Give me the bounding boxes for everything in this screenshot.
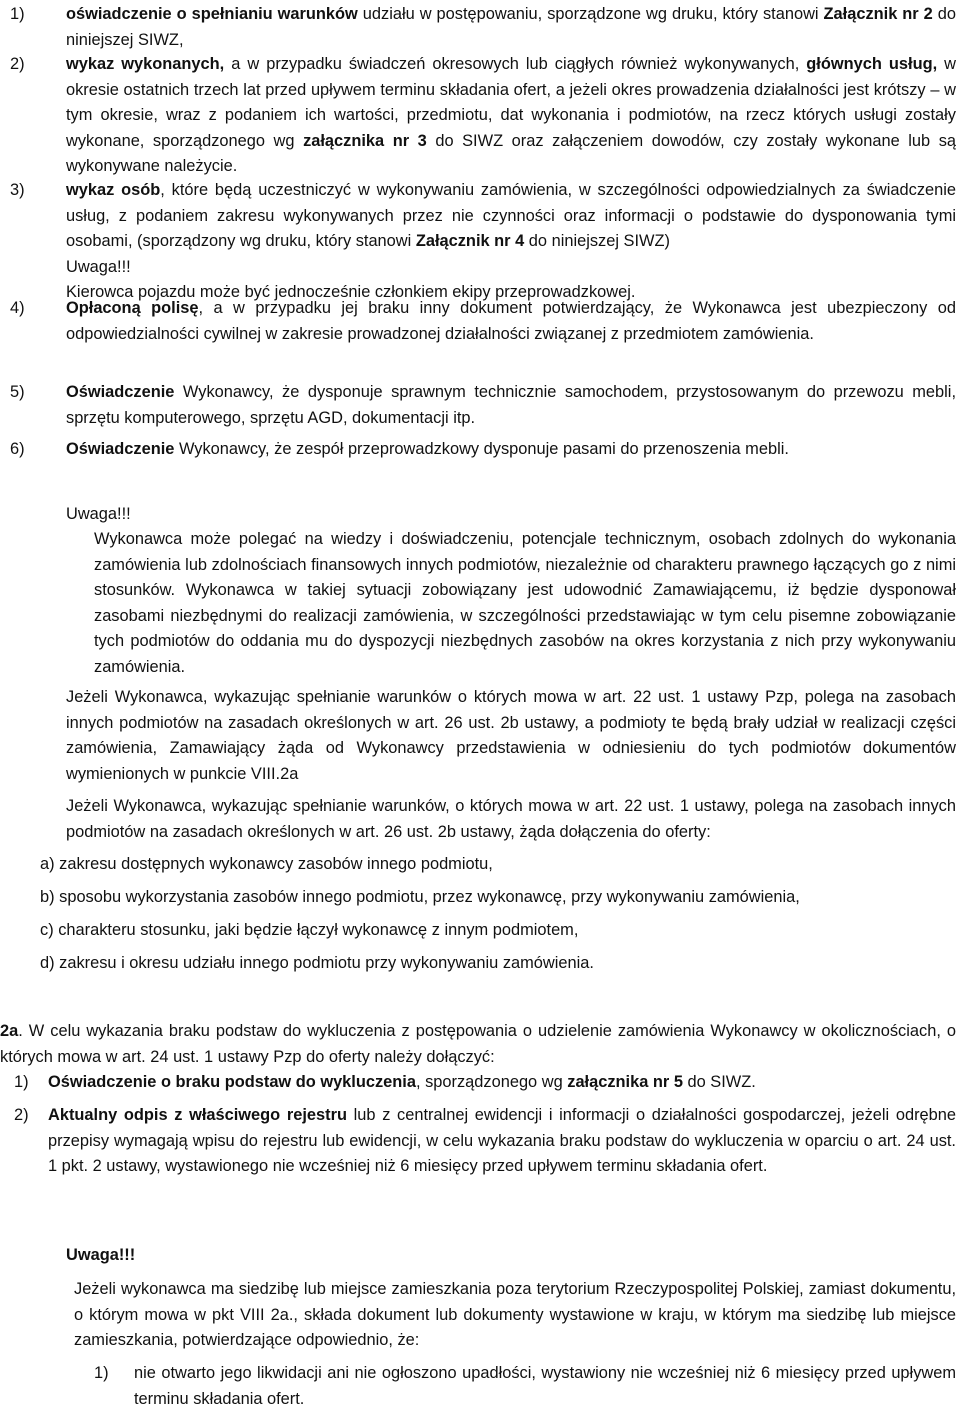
- list-item-1: oświadczenie o spełnianiu warunków udziału w postępowaniu, sporządzone wg druku, który stanowi Załącznik nr 2 do niniejszej SIWZ,: [66, 5, 956, 49]
- sub-item-d: d) zakresu i okresu udziału innego podmiotu przy wykonywaniu zamówienia.: [40, 954, 594, 972]
- list-item-3: wykaz osób, które będą uczestniczyć w wykonywaniu zamówienia, w szczególności odpowiedzialnych za świadczenie usług, z podaniem zakresu wykonywanych przez nie czynności oraz informacji o podstawie do dysponowania tymi osobami, (sporządzony wg druku, który stanowi Załącznik nr 4 do niniejszej SIWZ) Uwaga!!! Kierowca pojazdu może być jednocześnie członkiem ekipy przeprowadzkowej.: [66, 181, 957, 301]
- list-number: 1): [14, 1073, 29, 1091]
- sub-item-c: c) charakteru stosunku, jaki będzie łączył wykonawcę z innym podmiotem,: [40, 921, 579, 939]
- uwaga-heading: Uwaga!!!: [66, 505, 131, 523]
- list-number: 1): [94, 1364, 109, 1382]
- list-item-6: Oświadczenie Wykonawcy, że zespół przeprowadzkowy dysponuje pasami do przenoszenia mebli.: [66, 440, 789, 458]
- list-item-5: Oświadczenie Wykonawcy, że dysponuje sprawnym technicznie samochodem, przystosowanym do przewozu mebli, sprzętu komputerowego, sprzętu AGD, dokumentacji itp.: [66, 383, 956, 427]
- uwaga-paragraph-1: Wykonawca może polegać na wiedzy i doświadczeniu, potencjale technicznym, osobach zdolnych do wykonania zamówienia lub zdolnościach finansowych innych podmiotów, niezależnie od charakteru prawnego łączących go z nimi stosunków. Wykonawca w takiej sytuacji zobowiązany jest udowodnić Zamawiającemu, iż będzie dysponował zasobami niezbędnymi do realizacji zamówienia, w szczególności przedstawiając w tym celu pisemne zobowiązanie tych podmiotów do oddania mu do dyspozycji niezbędnych zasobów na okres korzystania z nich przy wykonywaniu zamówienia.: [94, 530, 956, 676]
- list-number: 3): [10, 181, 25, 199]
- uwaga-label: Uwaga!!!: [66, 257, 131, 276]
- section-2a-item-1: Oświadczenie o braku podstaw do wykluczenia, sporządzonego wg załącznika nr 5 do SIWZ.: [48, 1073, 756, 1091]
- section-2a-intro: 2a. W celu wykazania braku podstaw do wykluczenia z postępowania o udzielenie zamówienia Wykonawcy w okolicznościach, o których mowa w art. 24 ust. 1 ustawy Pzp do oferty należy dołączyć:: [0, 1022, 956, 1066]
- uwaga-heading-2: Uwaga!!!: [66, 1246, 136, 1264]
- list-item-4: Opłaconą polisę, a w przypadku jej braku inny dokument potwierdzający, że Wykonawca jest ubezpieczony od odpowiedzialności cywilnej w zakresie prowadzonej działalności związanej z przedmiotem zamówienia.: [66, 299, 956, 343]
- section-number: 2a: [0, 1022, 19, 1040]
- list-number: 2): [14, 1106, 29, 1124]
- uwaga-paragraph-2: Jeżeli Wykonawca, wykazując spełnianie warunków o których mowa w art. 22 ust. 1 ustawy Pzp, polega na zasobach innych podmiotów na zasadach określonych w art. 26 ust. 2b ustawy, a podmioty te będą brały udział w realizacji części zamówienia, Zamawiający żąda od Wykonawcy przedstawienia w odniesieniu do tych podmiotów dokumentów wymienionych w punkcie VIII.2a: [66, 688, 956, 783]
- note-text: Kierowca pojazdu może być jednocześnie członkiem ekipy przeprowadzkowej.: [66, 283, 636, 301]
- list-number: 1): [10, 5, 25, 23]
- section-2a-item-2: Aktualny odpis z właściwego rejestru lub z centralnej ewidencji i informacji o działalności gospodarczej, jeżeli odrębne przepisy wymagają wpisu do rejestru lub ewidencji, w celu wykazania braku podstaw do wykluczenia w oparciu o art. 24 ust. 1 pkt. 2 ustawy, wystawionego nie wcześniej niż 6 miesięcy przed upływem terminu składania ofert.: [48, 1106, 957, 1175]
- uwaga-paragraph-3: Jeżeli Wykonawca, wykazując spełnianie warunków, o których mowa w art. 22 ust. 1 ustawy, polega na zasobach innych podmiotów na zasadach określonych w art. 26 ust. 2b ustawy, żąda dołączenia do oferty:: [66, 797, 956, 841]
- list-number: 5): [10, 383, 25, 401]
- uwaga-2-item-1: nie otwarto jego likwidacji ani nie ogłoszono upadłości, wystawiony nie wcześniej niż 6 miesięcy przed upływem terminu składania ofert.: [134, 1364, 956, 1408]
- list-number: 6): [10, 440, 25, 458]
- sub-item-b: b) sposobu wykorzystania zasobów innego podmiotu, przez wykonawcę, przy wykonywaniu zamówienia,: [40, 888, 800, 906]
- list-number: 2): [10, 55, 25, 73]
- uwaga-2-paragraph: Jeżeli wykonawca ma siedzibę lub miejsce zamieszkania poza terytorium Rzeczypospolitej Polskiej, zamiast dokumentu, o którym mowa w pkt VIII 2a., składa dokument lub dokumenty wystawione w kraju, w którym ma siedzibę lub miejsce zamieszkania, potwierdzające odpowiednio, że:: [74, 1280, 956, 1349]
- list-item-2: wykaz wykonanych, a w przypadku świadczeń okresowych lub ciągłych również wykonywanych, głównych usług, w okresie ostatnich trzech lat przed upływem terminu składania ofert, a jeżeli okres prowadzenia działalności jest krótszy – w tym okresie, wraz z podaniem ich wartości, przedmiotu, dat wykonania i podmiotów, na rzecz których usługi zostały wykonane, sporządzonego wg załącznika nr 3 do SIWZ oraz załączeniem dowodów, czy zostały wykonane lub są wykonywane należycie.: [66, 55, 957, 175]
- sub-item-a: a) zakresu dostępnych wykonawcy zasobów innego podmiotu,: [40, 855, 493, 873]
- list-number: 4): [10, 299, 25, 317]
